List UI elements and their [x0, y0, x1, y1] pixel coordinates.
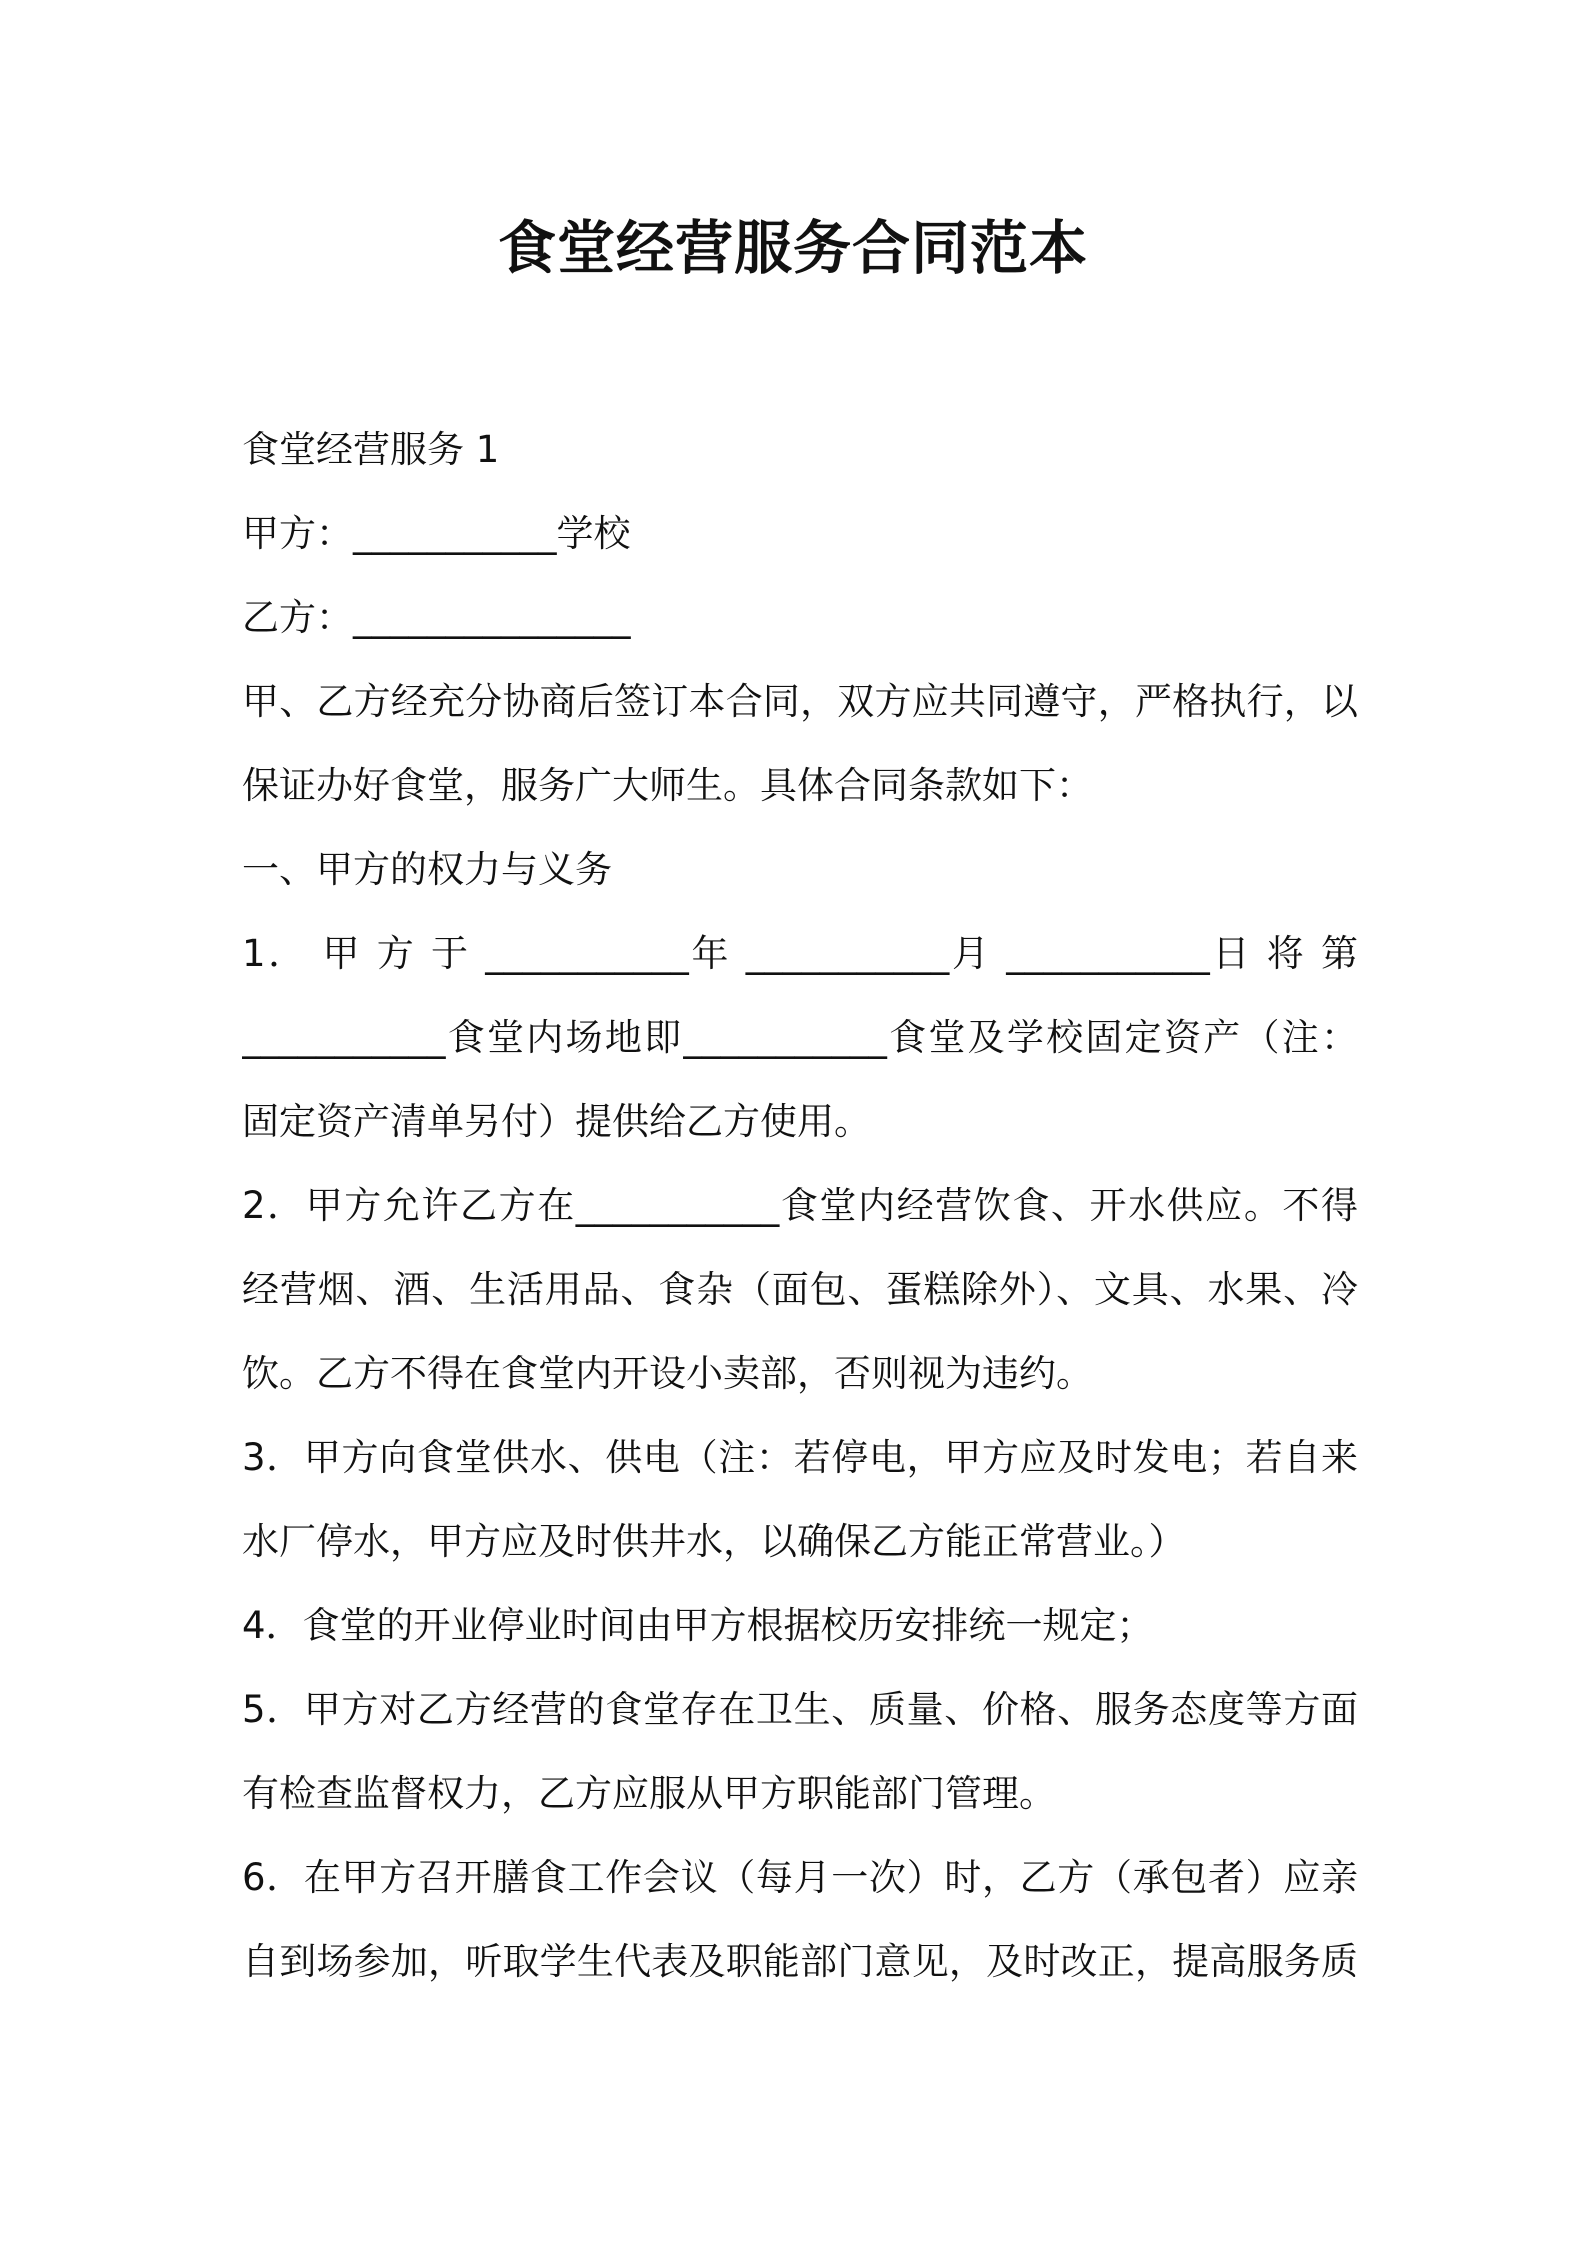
clause-line: 6．在甲方召开膳食工作会议（每月一次）时，乙方（承包者）应亲 [242, 1856, 1358, 1899]
clause-line: ___________食堂内场地即___________食堂及学校固定资产（注： [242, 1016, 1358, 1059]
document-body [242, 408, 1358, 2004]
document-title: 食堂经营服务合同范本 [497, 214, 1088, 282]
paragraph-line: 甲、乙方经充分协商后签订本合同，双方应共同遵守，严格执行，以 [242, 680, 1358, 723]
clause-line: 有检查监督权力，乙方应服从甲方职能部门管理。 [242, 1772, 1056, 1815]
clause-line: 3．甲方向食堂供水、供电（注：若停电，甲方应及时发电；若自来 [242, 1436, 1358, 1479]
party-b-line: 乙方：_______________ [242, 596, 631, 639]
chapter-heading: 一、甲方的权力与义务 [242, 848, 612, 891]
clause-line: 2．甲方允许乙方在___________食堂内经营饮食、开水供应。不得 [242, 1184, 1358, 1227]
party-a-line: 甲方：___________学校 [242, 512, 631, 555]
clause-line: 经营烟、酒、生活用品、食杂（面包、蛋糕除外）、文具、水果、冷 [242, 1268, 1358, 1311]
clause-line: 1． 甲 方 于 ___________年 ___________月 ___________日 将 第 [242, 932, 1358, 975]
paragraph-line: 保证办好食堂，服务广大师生。具体合同条款如下： [242, 764, 1093, 807]
clause-line: 自到场参加，听取学生代表及职能部门意见，及时改正，提高服务质 [242, 1940, 1358, 1983]
clause-line: 饮。乙方不得在食堂内开设小卖部，否则视为违约。 [242, 1352, 1093, 1395]
clause-line: 水厂停水，甲方应及时供井水，以确保乙方能正常营业。） [242, 1520, 1186, 1563]
clause-line: 固定资产清单另付）提供给乙方使用。 [242, 1100, 871, 1143]
clause-line: 5．甲方对乙方经营的食堂存在卫生、质量、价格、服务态度等方面 [242, 1688, 1358, 1731]
section-heading: 食堂经营服务 1 [242, 428, 500, 471]
clause-line: 4．食堂的开业停业时间由甲方根据校历安排统一规定； [242, 1604, 1154, 1647]
